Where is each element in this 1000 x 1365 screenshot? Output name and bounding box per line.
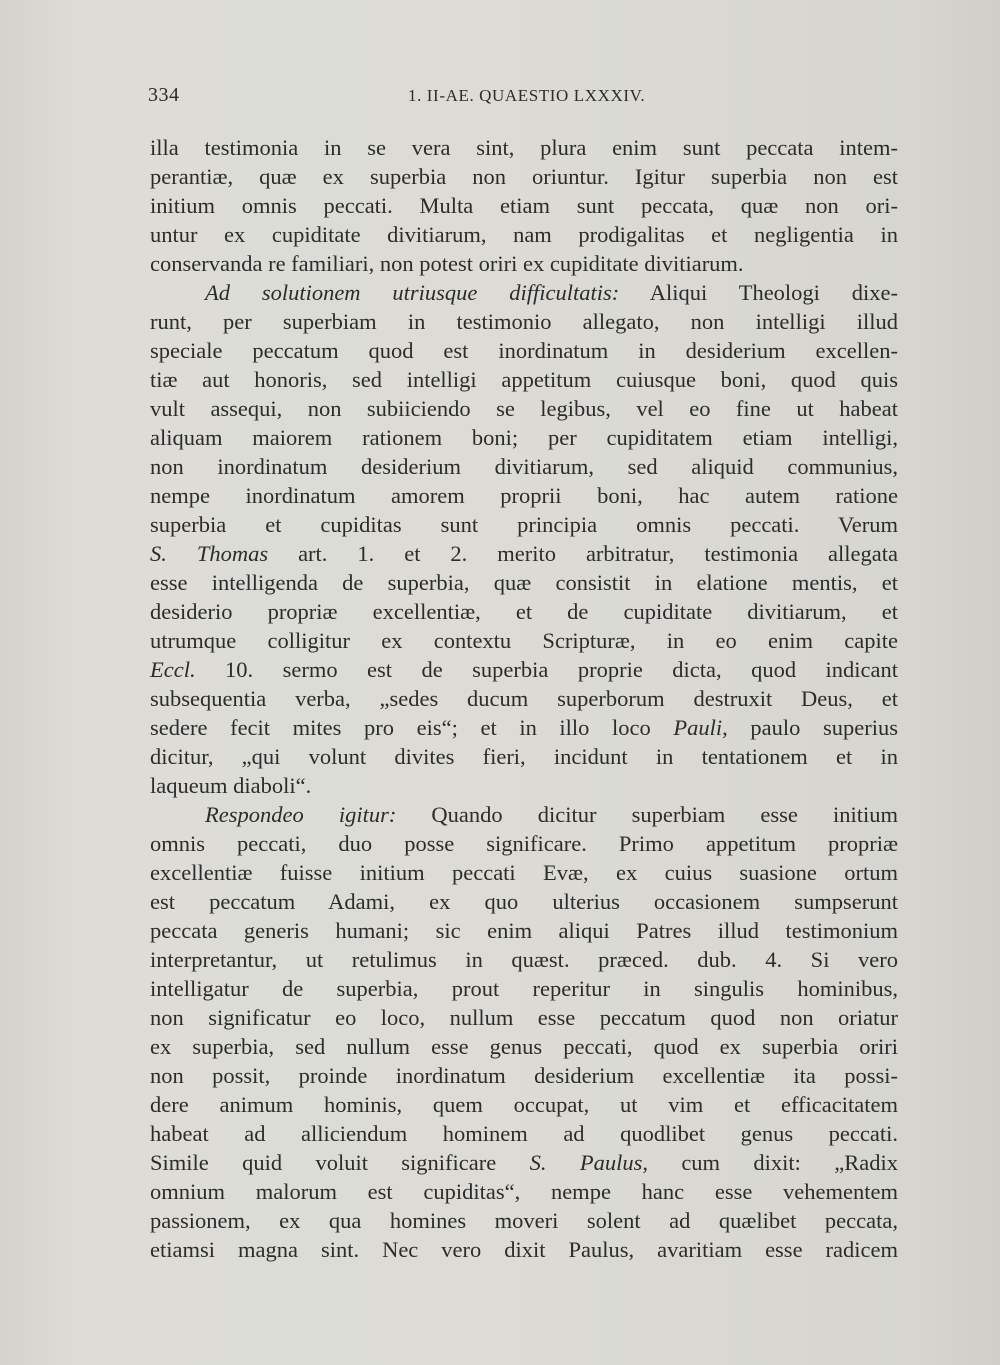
text-line (150, 597, 898, 626)
text-run: utrumque colligitur ex contextu Scripturæ, in eo enim capite (150, 628, 898, 653)
text-line (150, 1090, 898, 1119)
text-run: non possit, proinde inordinatum desiderium excellentiæ ita possi- (150, 1063, 898, 1088)
text-run: excellentiæ fuisse initium peccati Evæ, ex cuius suasione ortum (150, 860, 898, 885)
text-line (150, 452, 898, 481)
text-line (150, 655, 898, 684)
italic-text: Eccl. (150, 657, 196, 682)
text-line (150, 510, 898, 539)
text-line (150, 307, 898, 336)
text-line (150, 800, 898, 829)
page-header (148, 84, 900, 112)
italic-text: Pauli, (673, 715, 728, 740)
text-run: laqueum diaboli“. (150, 773, 312, 798)
text-line (150, 626, 898, 655)
text-line (150, 829, 898, 858)
text-line (150, 1119, 898, 1148)
text-run: superbia et cupiditas sunt principia omnis peccati. Verum (150, 512, 898, 537)
text-run: cum dixit: „Radix (647, 1150, 898, 1175)
italic-text: S. Thomas (150, 541, 269, 566)
text-run: etiamsi magna sint. Nec vero dixit Paulus, avaritiam esse radicem (150, 1237, 898, 1262)
text-run: omnis peccati, duo posse significare. Primo appetitum propriæ (150, 831, 898, 856)
text-run: runt, per superbiam in testimonio allegato, non intelligi illud (150, 309, 898, 334)
text-run: conservanda re familiari, non potest oriri ex cupiditate divitiarum. (150, 251, 744, 276)
text-run: non significatur eo loco, nullum esse peccatum quod non oriatur (150, 1005, 898, 1030)
text-run: interpretantur, ut retulimus in quæst. præced. dub. 4. Si vero (150, 947, 898, 972)
text-line (150, 1148, 898, 1177)
text-line (150, 365, 898, 394)
text-line (150, 278, 898, 307)
text-run: speciale peccatum quod est inordinatum in desiderium excellen- (150, 338, 898, 363)
text-line (150, 1235, 898, 1264)
text-line (150, 858, 898, 887)
text-run: habeat ad alliciendum hominem ad quodlibet genus peccati. (150, 1121, 898, 1146)
text-line (150, 1003, 898, 1032)
text-run: intelligatur de superbia, prout reperitur in singulis hominibus, (150, 976, 898, 1001)
text-line (150, 481, 898, 510)
text-line (150, 133, 898, 162)
text-run: Quando dicitur superbiam esse initium (396, 802, 898, 827)
text-run: ex superbia, sed nullum esse genus peccati, quod ex superbia oriri (150, 1034, 898, 1059)
italic-text: S. Paulus, (529, 1150, 648, 1175)
text-line (150, 916, 898, 945)
text-run: esse intelligenda de superbia, quæ consistit in elatione mentis, et (150, 570, 898, 595)
body-text (150, 133, 898, 1264)
text-run: sedere fecit mites pro eis“; et in illo loco (150, 715, 674, 740)
text-run: omnium malorum est cupiditas“, nempe hanc esse vehementem (150, 1179, 898, 1204)
text-line (150, 394, 898, 423)
text-line (150, 887, 898, 916)
text-run: perantiæ, quæ ex superbia non oriuntur. Igitur superbia non est (150, 164, 898, 189)
text-run: dicitur, „qui volunt divites fieri, incidunt in tentationem et in (150, 744, 898, 769)
text-line (150, 539, 898, 568)
text-line (150, 742, 898, 771)
text-line (150, 974, 898, 1003)
text-line (150, 713, 898, 742)
text-run: Aliqui Theologi dixe- (619, 280, 898, 305)
text-line (150, 1032, 898, 1061)
text-run: peccata generis humani; sic enim aliqui Patres illud testimonium (150, 918, 898, 943)
text-run: illa testimonia in se vera sint, plura enim sunt peccata intem- (150, 135, 898, 160)
text-run: passionem, ex qua homines moveri solent ad quælibet peccata, (150, 1208, 898, 1233)
italic-text: Ad solutionem utriusque difficultatis: (205, 280, 620, 305)
text-run: nempe inordinatum amorem proprii boni, hac autem ratione (150, 483, 898, 508)
text-line (150, 1206, 898, 1235)
text-run: aliquam maiorem rationem boni; per cupiditatem etiam intelligi, (150, 425, 898, 450)
text-run: vult assequi, non subiiciendo se legibus, vel eo fine ut habeat (150, 396, 898, 421)
text-run: Simile quid voluit significare (150, 1150, 530, 1175)
text-line (150, 162, 898, 191)
text-run: tiæ aut honoris, sed intelligi appetitum cuiusque boni, quod quis (150, 367, 898, 392)
text-run: non inordinatum desiderium divitiarum, sed aliquid communius, (150, 454, 898, 479)
running-head: 1. II-AE. QUAESTIO LXXXIV. (408, 86, 646, 105)
text-run: paulo superius (727, 715, 898, 740)
italic-text: Respondeo igitur: (205, 802, 397, 827)
text-line (150, 568, 898, 597)
text-line (150, 423, 898, 452)
text-run: 10. sermo est de superbia proprie dicta, quod indicant (195, 657, 898, 682)
text-line (150, 191, 898, 220)
text-run: untur ex cupiditate divitiarum, nam prodigalitas et negligentia in (150, 222, 898, 247)
text-line (150, 1177, 898, 1206)
page-number: 334 (148, 84, 180, 106)
text-run: dere animum hominis, quem occupat, ut vim et efficacitatem (150, 1092, 898, 1117)
text-line (150, 684, 898, 713)
text-run: subsequentia verba, „sedes ducum superborum destruxit Deus, et (150, 686, 898, 711)
text-run: initium omnis peccati. Multa etiam sunt peccata, quæ non ori- (150, 193, 898, 218)
text-run: art. 1. et 2. merito arbitratur, testimonia allegata (268, 541, 898, 566)
text-line (150, 249, 898, 278)
text-run: est peccatum Adami, ex quo ulterius occasionem sumpserunt (150, 889, 898, 914)
text-line (150, 771, 898, 800)
text-line (150, 1061, 898, 1090)
text-line (150, 945, 898, 974)
text-run: desiderio propriæ excellentiæ, et de cupiditate divitiarum, et (150, 599, 898, 624)
text-line (150, 220, 898, 249)
text-line (150, 336, 898, 365)
